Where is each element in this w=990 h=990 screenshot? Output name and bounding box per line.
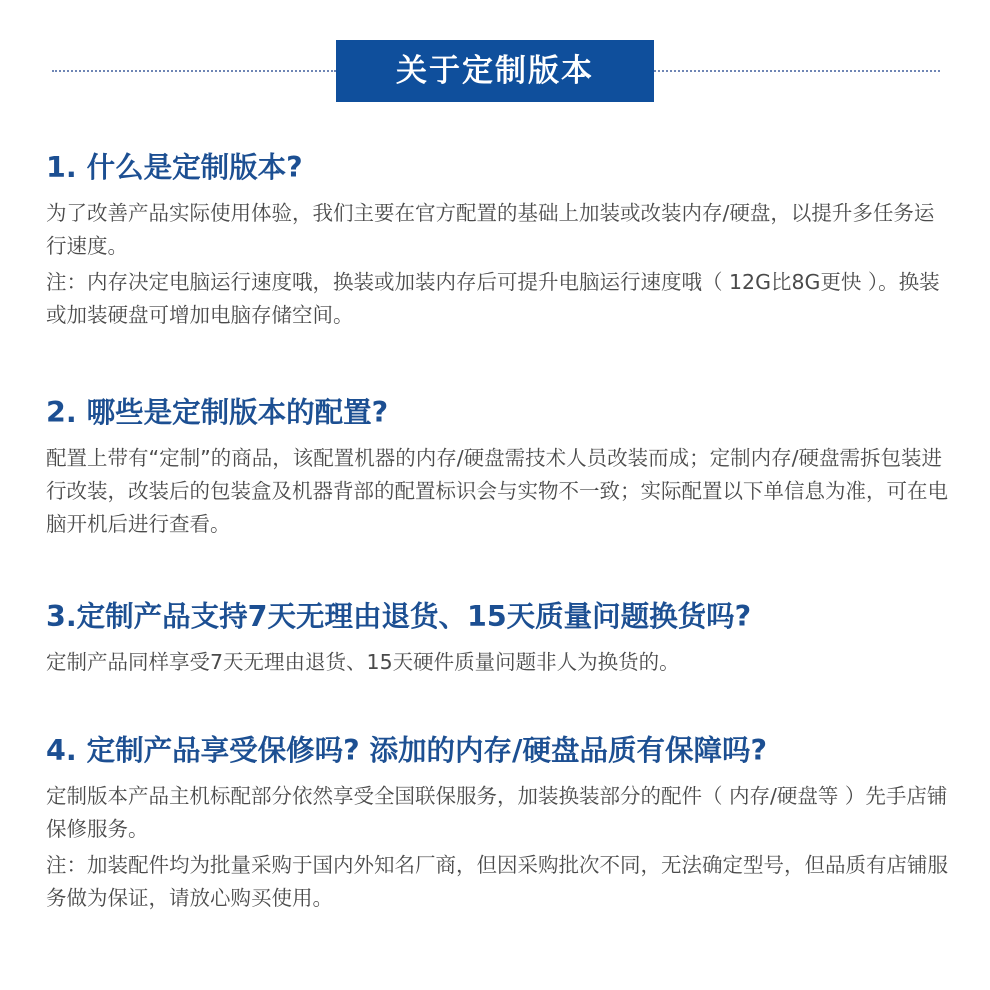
faq-answer: 定制版本产品主机标配部分依然享受全国联保服务，加装换装部分的配件（ 内存/硬盘等 ）先手店铺保修服务。	[46, 784, 948, 841]
page-header	[0, 40, 990, 102]
faq-answer: 定制产品同样享受7天无理由退货、15天硬件质量问题非人为换货的。	[46, 650, 680, 674]
page-title: 关于定制版本	[336, 40, 654, 102]
faq-section-3	[46, 600, 951, 682]
faq-note: 注：加装配件均为批量采购于国内外知名厂商，但因采购批次不同，无法确定型号，但品质有店铺服务做为保证，请放心购买使用。	[46, 853, 948, 910]
faq-note: 注：内存决定电脑运行速度哦，换装或加装内存后可提升电脑运行速度哦（ 12G比8G更快 ）。换装或加装硬盘可增加电脑存储空间。	[46, 270, 940, 327]
faq-section-1	[46, 151, 951, 335]
header-divider-right	[654, 70, 940, 72]
faq-question: 3.定制产品支持7天无理由退货、15天质量问题换货吗?	[46, 600, 752, 633]
faq-question: 1. 什么是定制版本?	[46, 151, 303, 184]
faq-answer: 配置上带有“定制”的商品，该配置机器的内存/硬盘需技术人员改装而成；定制内存/硬盘需拆包装进行改装，改装后的包装盒及机器背部的配置标识会与实物不一致；实际配置以下单信息为准，可在电脑开机后进行查看。	[46, 446, 948, 536]
faq-section-4	[46, 734, 951, 918]
faq-section-2	[46, 396, 951, 544]
header-divider-left	[52, 70, 336, 72]
faq-question: 4. 定制产品享受保修吗? 添加的内存/硬盘品质有保障吗?	[46, 734, 767, 767]
faq-answer: 为了改善产品实际使用体验，我们主要在官方配置的基础上加装或改装内存/硬盘，以提升多任务运行速度。	[46, 201, 935, 258]
faq-question: 2. 哪些是定制版本的配置?	[46, 396, 389, 429]
